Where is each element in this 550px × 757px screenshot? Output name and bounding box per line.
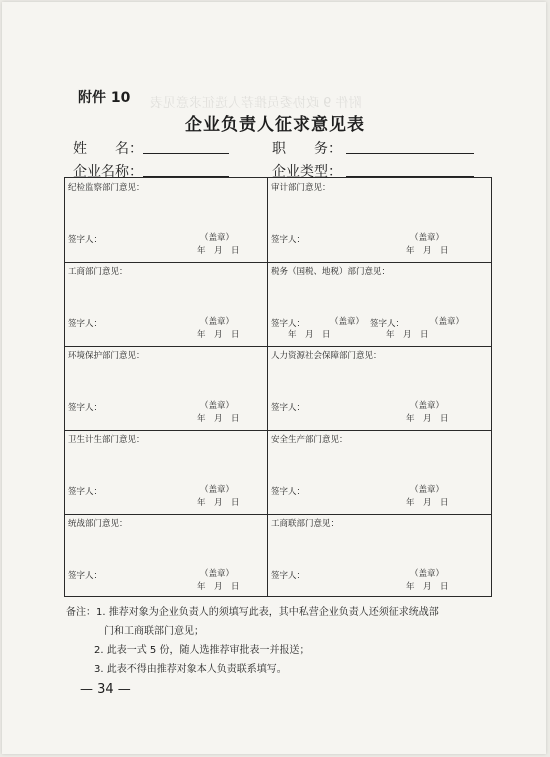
dept-label: 安全生产部门意见： xyxy=(271,435,348,445)
date-label: 年 月 日 xyxy=(406,582,449,592)
signer-label: 签字人： xyxy=(370,319,405,329)
type-label: 企业类型： xyxy=(272,164,342,180)
opinion-cell-human-resources[interactable] xyxy=(268,346,470,430)
seal-label: （盖章） xyxy=(200,401,235,411)
note-line: 门和工商联部门意见； xyxy=(104,626,204,637)
opinion-cell-discipline[interactable] xyxy=(65,178,267,262)
dept-label: 人力资源社会保障部门意见： xyxy=(271,351,382,361)
notes-block xyxy=(66,603,467,679)
opinion-cell-industry-commerce[interactable] xyxy=(65,262,267,346)
date-label: 年 月 日 xyxy=(406,414,449,424)
seal-label: （盖章） xyxy=(200,569,235,579)
opinion-cell-environment[interactable] xyxy=(65,346,267,430)
bleed-through-text: 附件 9 政协委员推荐人选征求意见表 xyxy=(150,96,362,111)
signer-label: 签字人： xyxy=(68,571,103,581)
seal-label: （盖章） xyxy=(200,317,235,327)
dept-label: 纪检监察部门意见： xyxy=(68,183,145,193)
note-line: 3. 此表不得由推荐对象本人负责联系填写。 xyxy=(94,664,287,675)
opinion-cell-federation[interactable] xyxy=(268,514,470,598)
seal-label: （盖章） xyxy=(410,233,445,243)
signer-label: 签字人： xyxy=(271,235,306,245)
signer-label: 签字人： xyxy=(68,235,103,245)
seal-label: （盖章） xyxy=(430,317,465,327)
seal-label: （盖章） xyxy=(410,485,445,495)
name-field[interactable] xyxy=(143,153,229,154)
name-label: 姓 名： xyxy=(73,141,143,157)
seal-label: （盖章） xyxy=(200,485,235,495)
position-label: 职 务： xyxy=(272,141,342,157)
attachment-label: 附件 10 xyxy=(78,90,131,106)
page-number: — 34 — xyxy=(80,682,131,697)
dept-label: 审计部门意见： xyxy=(271,183,331,193)
dept-label: 工商联部门意见： xyxy=(271,519,340,529)
signer-label: 签字人： xyxy=(271,403,306,413)
signer-label: 签字人： xyxy=(271,487,306,497)
signer-label: 签字人： xyxy=(68,487,103,497)
signer-label: 签字人： xyxy=(68,319,103,329)
note-line: 备注：1. 推荐对象为企业负责人的须填写此表，其中私营企业负责人还须征求统战部 xyxy=(66,607,439,618)
note-line: 2. 此表一式 5 份，随人选推荐审批表一并报送； xyxy=(94,645,310,656)
dept-label: 统战部门意见： xyxy=(68,519,128,529)
page-title: 企业负责人征求意见表 xyxy=(185,115,365,135)
signer-label: 签字人： xyxy=(271,571,306,581)
seal-label: （盖章） xyxy=(200,233,235,243)
date-label: 年 月 日 xyxy=(386,330,429,340)
opinion-cell-united-front[interactable] xyxy=(65,514,267,598)
seal-label: （盖章） xyxy=(330,317,365,327)
opinion-cell-audit[interactable] xyxy=(268,178,470,262)
opinion-cell-health[interactable] xyxy=(65,430,267,514)
date-label: 年 月 日 xyxy=(197,330,240,340)
dept-label: 税务（国税、地税）部门意见： xyxy=(271,267,391,277)
signer-label: 签字人： xyxy=(271,319,306,329)
opinion-cell-safety[interactable] xyxy=(268,430,470,514)
opinion-table xyxy=(64,177,492,597)
date-label: 年 月 日 xyxy=(406,246,449,256)
seal-label: （盖章） xyxy=(410,569,445,579)
signer-label: 签字人： xyxy=(68,403,103,413)
position-field[interactable] xyxy=(346,153,474,154)
opinion-cell-tax[interactable] xyxy=(268,262,470,346)
date-label: 年 月 日 xyxy=(197,498,240,508)
date-label: 年 月 日 xyxy=(197,414,240,424)
company-label: 企业名称： xyxy=(73,164,143,180)
dept-label: 卫生计生部门意见： xyxy=(68,435,145,445)
date-label: 年 月 日 xyxy=(288,330,331,340)
dept-label: 工商部门意见： xyxy=(68,267,128,277)
date-label: 年 月 日 xyxy=(197,246,240,256)
dept-label: 环境保护部门意见： xyxy=(68,351,145,361)
date-label: 年 月 日 xyxy=(197,582,240,592)
date-label: 年 月 日 xyxy=(406,498,449,508)
seal-label: （盖章） xyxy=(410,401,445,411)
